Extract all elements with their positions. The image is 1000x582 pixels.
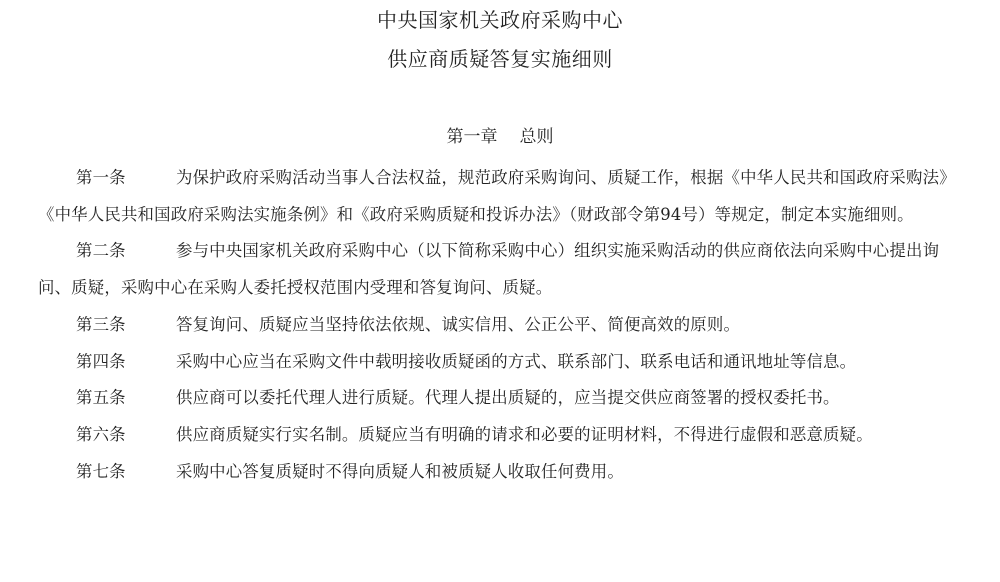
article-number: 第五条 [76, 388, 126, 408]
article-3 [38, 307, 958, 344]
chapter-name: 总则 [519, 127, 554, 147]
chapter-number: 第一章 [446, 127, 498, 147]
article-number: 第六条 [76, 424, 126, 444]
article-5 [38, 380, 958, 417]
organization-title: 中央国家机关政府采购中心 [377, 8, 623, 32]
chapter-heading [0, 126, 1000, 148]
article-list [38, 160, 958, 490]
article-6 [38, 417, 958, 454]
article-4 [38, 344, 958, 381]
article-text: 答复询问、质疑应当坚持依法依规、诚实信用、公正公平、简便高效的原则。 [176, 314, 741, 334]
article-number: 第一条 [76, 168, 126, 187]
article-text: 供应商可以委托代理人进行质疑。代理人提出质疑的，应当提交供应商签署的授权委托书。 [176, 388, 840, 408]
article-number: 第二条 [76, 241, 126, 261]
article-text: 为保护政府采购活动当事人合法权益，规范政府采购询问、质疑工作，根据《中华人民共和国政府采购法》《中华人民共和国政府采购法实施条例》和《政府采购质疑和投诉办法》（财政部令第94号）等规定，制定本实施细则。 [38, 168, 956, 224]
article-text: 采购中心答复质疑时不得向质疑人和被质疑人收取任何费用。 [176, 461, 624, 481]
article-2 [38, 233, 958, 306]
article-text: 参与中央国家机关政府采购中心（以下简称采购中心）组织实施采购活动的供应商依法向采购中心提出询问、质疑，采购中心在采购人委托授权范围内受理和答复询问、质疑。 [38, 241, 940, 298]
article-text: 供应商质疑实行实名制。质疑应当有明确的请求和必要的证明材料，不得进行虚假和恶意质疑。 [176, 424, 873, 444]
article-number: 第四条 [76, 351, 126, 371]
article-7 [38, 454, 958, 491]
article-text: 采购中心应当在采购文件中载明接收质疑函的方式、联系部门、联系电话和通讯地址等信息。 [176, 351, 857, 371]
document-title: 供应商质疑答复实施细则 [387, 47, 613, 71]
article-number: 第三条 [76, 314, 126, 334]
article-number: 第七条 [76, 461, 126, 481]
article-1 [38, 160, 958, 233]
